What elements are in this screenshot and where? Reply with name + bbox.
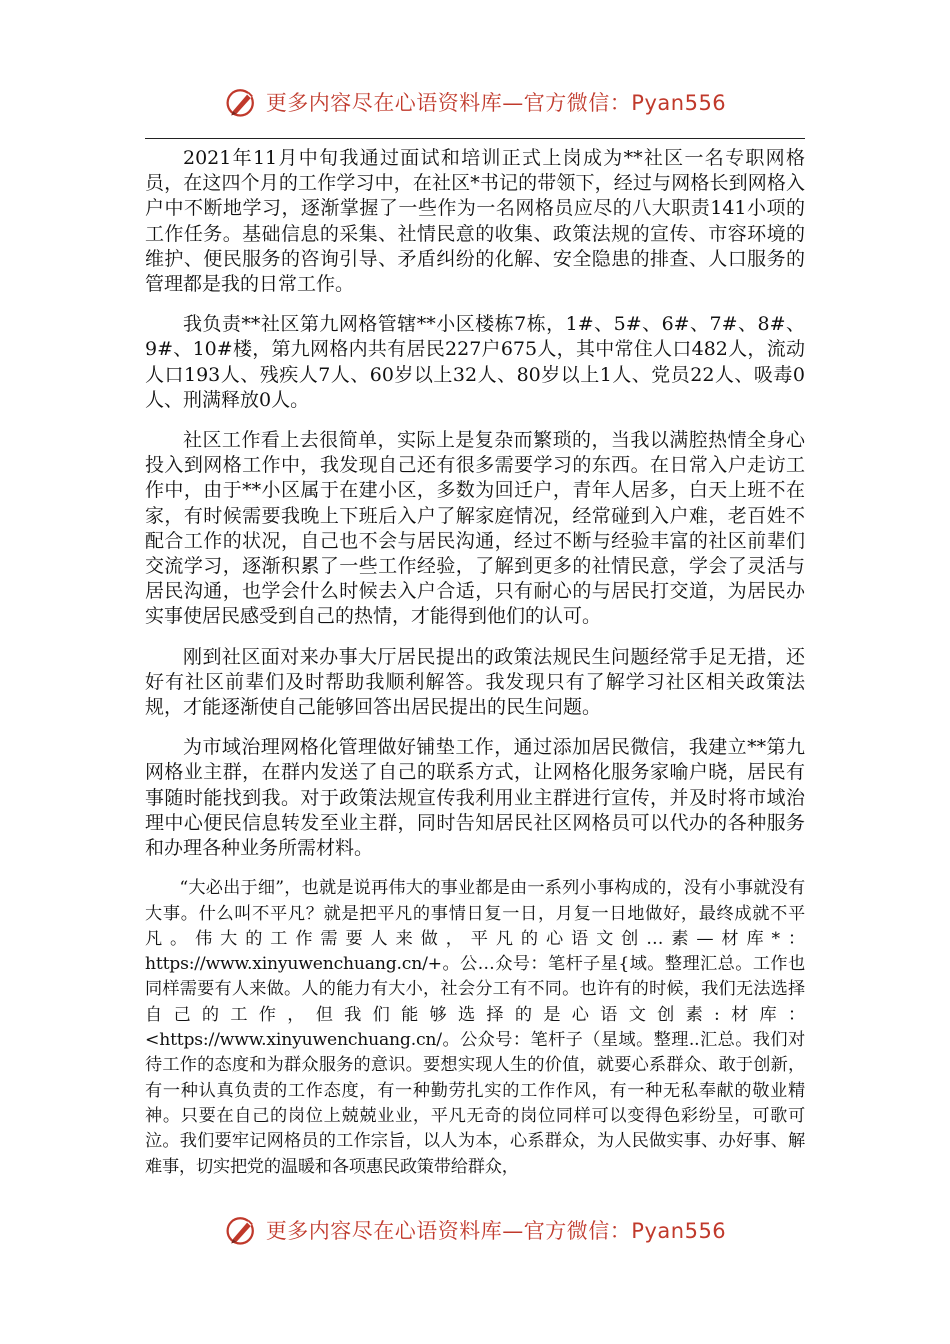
footer-banner <box>0 1210 950 1250</box>
header-banner-text: 更多内容尽在心语资料库—官方微信：Pyan556 <box>265 91 727 115</box>
header-banner <box>0 82 950 122</box>
paragraph-grid-stats: 我负责**社区第九网格管辖**小区楼栋7栋，1#、5#、6#、7#、8#、9#、10#楼，第九网格内共有居民227户675人，其中常住人口482人，流动人口193人、残疾人7人、60岁以上32人、80岁以上1人、党员22人、吸毒0人、刑满释放0人。 <box>145 313 805 411</box>
pen-logo-icon <box>224 84 260 120</box>
header-divider <box>145 138 805 139</box>
paragraph-intro: 2021年11月中旬我通过面试和培训正式上岗成为**社区一名专职网格员，在这四个月的工作学习中，在社区*书记的带领下，经过与网格长到网格入户中不断地学习，逐渐掌握了一些作为一名网格员应尽的八大职责141小项的工作任务。基础信息的采集、社情民意的收集、政策法规的宣传、市容环境的维护、便民服务的咨询引导、矛盾纠纷的化解、安全隐患的排查、人口服务的管理都是我的日常工作。 <box>145 147 805 296</box>
pen-logo-icon <box>224 1212 260 1248</box>
document-body <box>145 146 805 1180</box>
paragraph-wechat-group: 为市域治理网格化管理做好铺垫工作，通过添加居民微信，我建立**第九网格业主群，在群内发送了自己的联系方式，让网格化服务家喻户晓，居民有事随时能找到我。对于政策法规宣传我利用业主群进行宣传，并及时将市域治理中心便民信息转发至业主群，同时告知居民社区网格员可以代办的各种服务和办理各种业务所需材料。 <box>145 736 805 860</box>
footer-banner-text: 更多内容尽在心语资料库—官方微信：Pyan556 <box>265 1219 727 1243</box>
paragraph-reflection: “大必出于细”，也就是说再伟大的事业都是由一系列小事构成的，没有小事就没有大事。什么叫不平凡？就是把平凡的事情日复一日，月复一日地做好，最终成就不平凡。伟大的工作需要人来做，平凡的心语文创…素—材库*：https://www.xinyuwenchuang.cn/+。公…众号：笔杆子星{域。整理汇总。工作也同样需要有人来做。人的能力有大小，社会分工有不同。也许有的时候，我们无法选择自己的工作，但我们能够选择的是心语文创素:材库：<https://www.xinyuwenchuang.cn/。公众号：笔杆子（星域。整理..汇总。我们对待工作的态度和为群众服务的意识。要想实现人生的价值，就要心系群众、敢于创新，有一种认真负责的工作态度，有一种勤劳扎实的工作作风，有一种无私奉献的敬业精神。只要在自己的岗位上兢兢业业，平凡无奇的岗位同样可以变得色彩纷呈，可歌可泣。我们要牢记网格员的工作宗旨，以人为本，心系群众，为人民做实事、办好事、解难事，切实把党的温暖和各项惠民政策带给群众， <box>145 878 805 1177</box>
paragraph-policy-learning: 刚到社区面对来办事大厅居民提出的政策法规民生问题经常手足无措，还好有社区前辈们及时帮助我顺利解答。我发现只有了解学习社区相关政策法规，才能逐渐使自己能够回答出居民提出的民生问题。 <box>145 645 805 719</box>
paragraph-work-experience: 社区工作看上去很简单，实际上是复杂而繁琐的，当我以满腔热情全身心投入到网格工作中，我发现自己还有很多需要学习的东西。在日常入户走访工作中，由于**小区属于在建小区，多数为回迁户，青年人居多，白天上班不在家，有时候需要我晚上下班后入户了解家庭情况，经常碰到入户难，老百姓不配合工作的状况，自己也不会与居民沟通，经过不断与经验丰富的社区前辈们交流学习，逐渐积累了一些工作经验，了解到更多的社情民意，学会了灵活与居民沟通，也学会什么时候去入户合适，只有耐心的与居民打交道，为居民办实事使居民感受到自己的热情，才能得到他们的认可。 <box>145 429 805 628</box>
